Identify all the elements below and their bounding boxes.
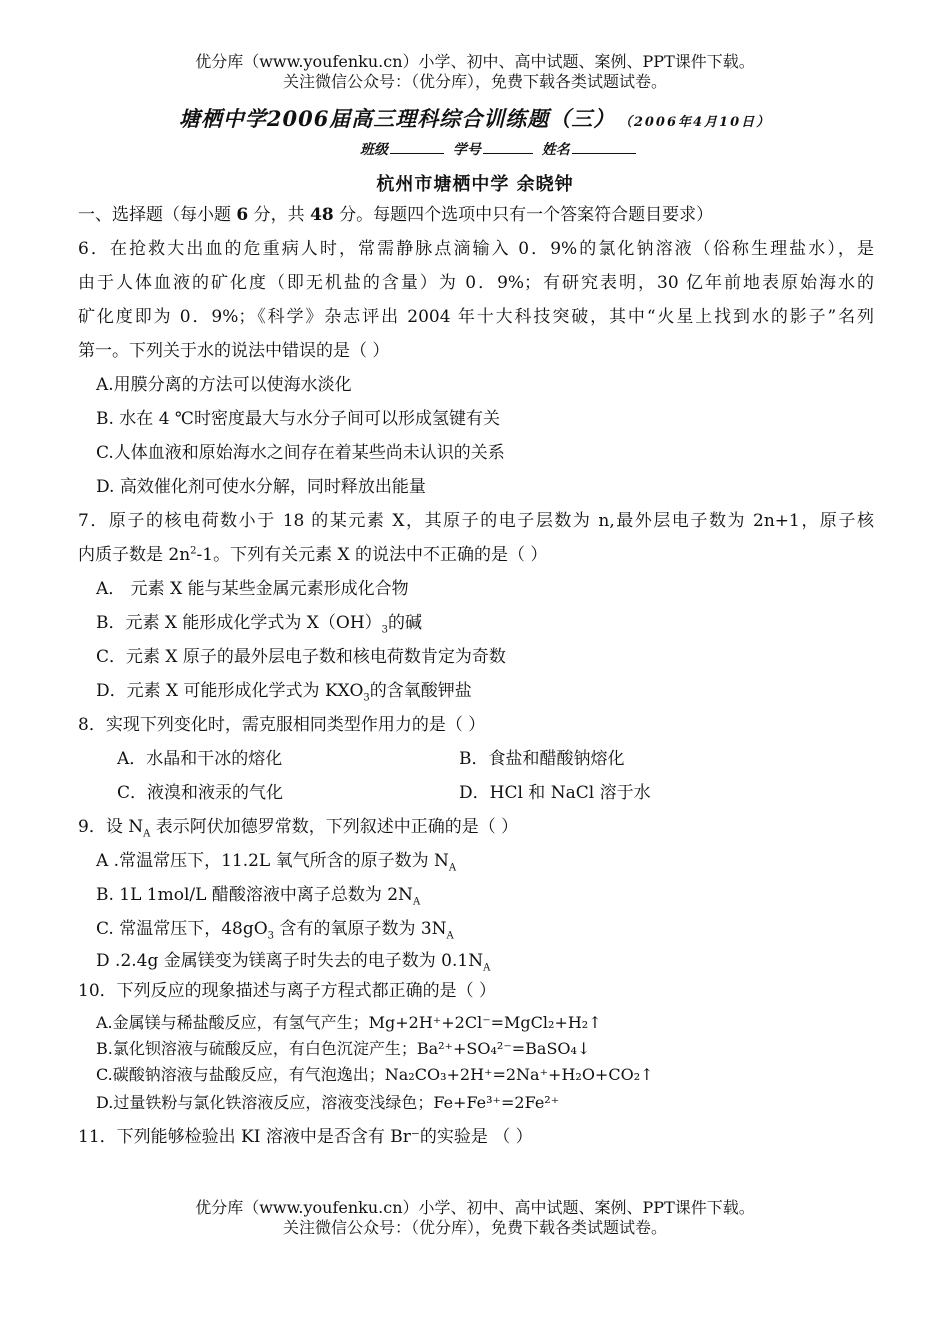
q7-line-2-text-b: -1。下列有关元素 X 的说法中不正确的是（ ） [196, 545, 548, 565]
footer-line-1: 优分库（www.youfenku.cn）小学、初中、高中试题、案例、PPT课件下载。 [195, 1198, 755, 1217]
q6-option-c: C.人体血液和原始海水之间存在着某些尚未认识的关系 [96, 443, 505, 463]
section-text-2: 分，共 [253, 205, 305, 225]
q7-line-2 [78, 544, 547, 566]
q6-line-2: 由于人体血液的矿化度（即无机盐的含量）为 0．9%；有研究表明，30 亿年前地表原始海水的 [78, 273, 874, 293]
section-total-score: 48 [310, 205, 334, 225]
section-heading [78, 204, 713, 226]
q10-option-d: D.过量铁粉与氯化铁溶液反应，溶液变浅绿色；Fe+Fe³⁺=2Fe²⁺ [96, 1093, 560, 1112]
q9-option-c-text-a: C. 常温常压下，48gO [96, 919, 268, 939]
q7-option-d-sub: 3 [363, 692, 370, 704]
q9-option-c-sub-3: 3 [267, 930, 275, 942]
q6-line-3: 矿化度即为 0．9%；《科学》杂志评出 2004 年十大科技突破，其中“火星上找到水的影子”名列 [78, 307, 874, 327]
number-blank[interactable] [483, 139, 533, 154]
q8-option-c: C．液溴和液汞的气化 [117, 783, 284, 803]
q6-option-b: B. 水在 4 ℃时密度最大与水分子间可以形成氢键有关 [96, 409, 500, 429]
q7-option-b-sub: 3 [381, 624, 389, 636]
q6-line-4: 第一。下列关于水的说法中错误的是（ ） [78, 341, 390, 361]
page-title [0, 103, 950, 133]
q7-option-b [96, 612, 422, 634]
title-date: （2006年4月10日） [625, 115, 772, 130]
q9-option-d-sub: A [483, 962, 491, 974]
q8-option-d: D．HCl 和 NaCl 溶于水 [459, 783, 651, 803]
footer-line-2: 关注微信公众号：（优分库），免费下载各类试题试卷。 [282, 1218, 667, 1237]
name-label: 姓名 [541, 142, 570, 158]
title-main: 塘栖中学2006届高三理科综合训练题（三） [178, 106, 616, 131]
q9-option-b-sub: A [412, 896, 421, 908]
q7-option-d-text-b: 的含氧酸钾盐 [369, 681, 472, 701]
q9-option-c-text-b: 含有的氧原子数为 3N [274, 919, 447, 939]
q9-stem-text-b: 表示阿伏加德罗常数，下列叙述中正确的是（ ） [150, 817, 519, 837]
author-line: 杭州市塘栖中学 余晓钟 [376, 174, 574, 195]
section-text-3: 分。每题四个选项中只有一个答案符合题目要求） [339, 205, 714, 225]
q7-superscript: 2 [190, 545, 197, 557]
q9-option-c [96, 918, 454, 940]
number-label: 学号 [452, 142, 481, 158]
student-fields [360, 139, 640, 159]
q8-option-a: A．水晶和干冰的熔化 [117, 749, 283, 769]
q9-option-c-sub-a: A [446, 930, 454, 942]
q7-option-b-text-b: 的碱 [388, 613, 423, 633]
header-line-1: 优分库（www.youfenku.cn）小学、初中、高中试题、案例、PPT课件下载。 [195, 52, 755, 71]
q9-option-a-text: A .常温常压下，11.2L 氧气所含的原子数为 N [96, 851, 449, 871]
q10-option-c: C.碳酸钠溶液与盐酸反应，有气泡逸出；Na₂CO₃+2H⁺=2Na⁺+H₂O+CO₂↑ [96, 1065, 654, 1084]
q8-option-b: B．食盐和醋酸钠熔化 [459, 749, 625, 769]
q10-stem: 10．下列反应的现象描述与离子方程式都正确的是（ ） [78, 981, 497, 1001]
name-blank[interactable] [572, 139, 636, 154]
q10-option-b: B.氯化钡溶液与硫酸反应，有白色沉淀产生；Ba²⁺+SO₄²⁻=BaSO₄↓ [96, 1039, 591, 1058]
q7-line-1: 7．原子的核电荷数小于 18 的某元素 X，其原子的电子层数为 n,最外层电子数为 2n+1，原子核 [78, 511, 874, 531]
q9-option-d [96, 950, 490, 972]
q10-option-a: A.金属镁与稀盐酸反应，有氢气产生；Mg+2H⁺+2Cl⁻=MgCl₂+H₂↑ [96, 1013, 602, 1032]
header-line-2: 关注微信公众号：（优分库），免费下载各类试题试卷。 [282, 72, 667, 91]
q9-option-a [96, 850, 456, 872]
q7-option-a: A． 元素 X 能与某些金属元素形成化合物 [96, 579, 409, 599]
q9-stem [78, 816, 518, 838]
q9-option-d-text: D .2.4g 金属镁变为镁离子时失去的电子数为 0.1N [96, 951, 484, 971]
section-score-per-question: 6 [236, 205, 249, 225]
section-text-1: 一、选择题（每小题 [78, 205, 231, 225]
q7-option-c: C．元素 X 原子的最外层电子数和核电荷数肯定为奇数 [96, 647, 506, 667]
q7-option-d [96, 680, 472, 702]
q9-option-a-sub: A [448, 862, 457, 874]
q9-stem-sub: A [143, 828, 151, 840]
q9-option-b [96, 884, 420, 906]
q8-stem: 8．实现下列变化时，需克服相同类型作用力的是（ ） [78, 715, 486, 735]
q6-line-1: 6．在抢救大出血的危重病人时，常需静脉点滴输入 0．9%的氯化钠溶液（俗称生理盐水），是 [78, 239, 874, 259]
q6-option-a: A.用膜分离的方法可以使海水淡化 [96, 375, 352, 395]
class-blank[interactable] [390, 139, 444, 154]
class-label: 班级 [360, 142, 388, 158]
q7-option-d-text-a: D．元素 X 可能形成化学式为 KXO [96, 681, 364, 701]
q7-option-b-text-a: B．元素 X 能形成化学式为 X（OH） [96, 613, 382, 633]
q9-option-b-text: B. 1L 1mol/L 醋酸溶液中离子总数为 2N [96, 885, 413, 905]
q9-stem-text-a: 9．设 N [78, 817, 144, 837]
q6-option-d: D. 高效催化剂可使水分解，同时释放出能量 [96, 477, 426, 497]
q11-stem: 11．下列能够检验出 KI 溶液中是否含有 Br⁻的实验是 （ ） [78, 1127, 533, 1147]
q7-line-2-text-a: 内质子数是 2n [78, 545, 191, 565]
